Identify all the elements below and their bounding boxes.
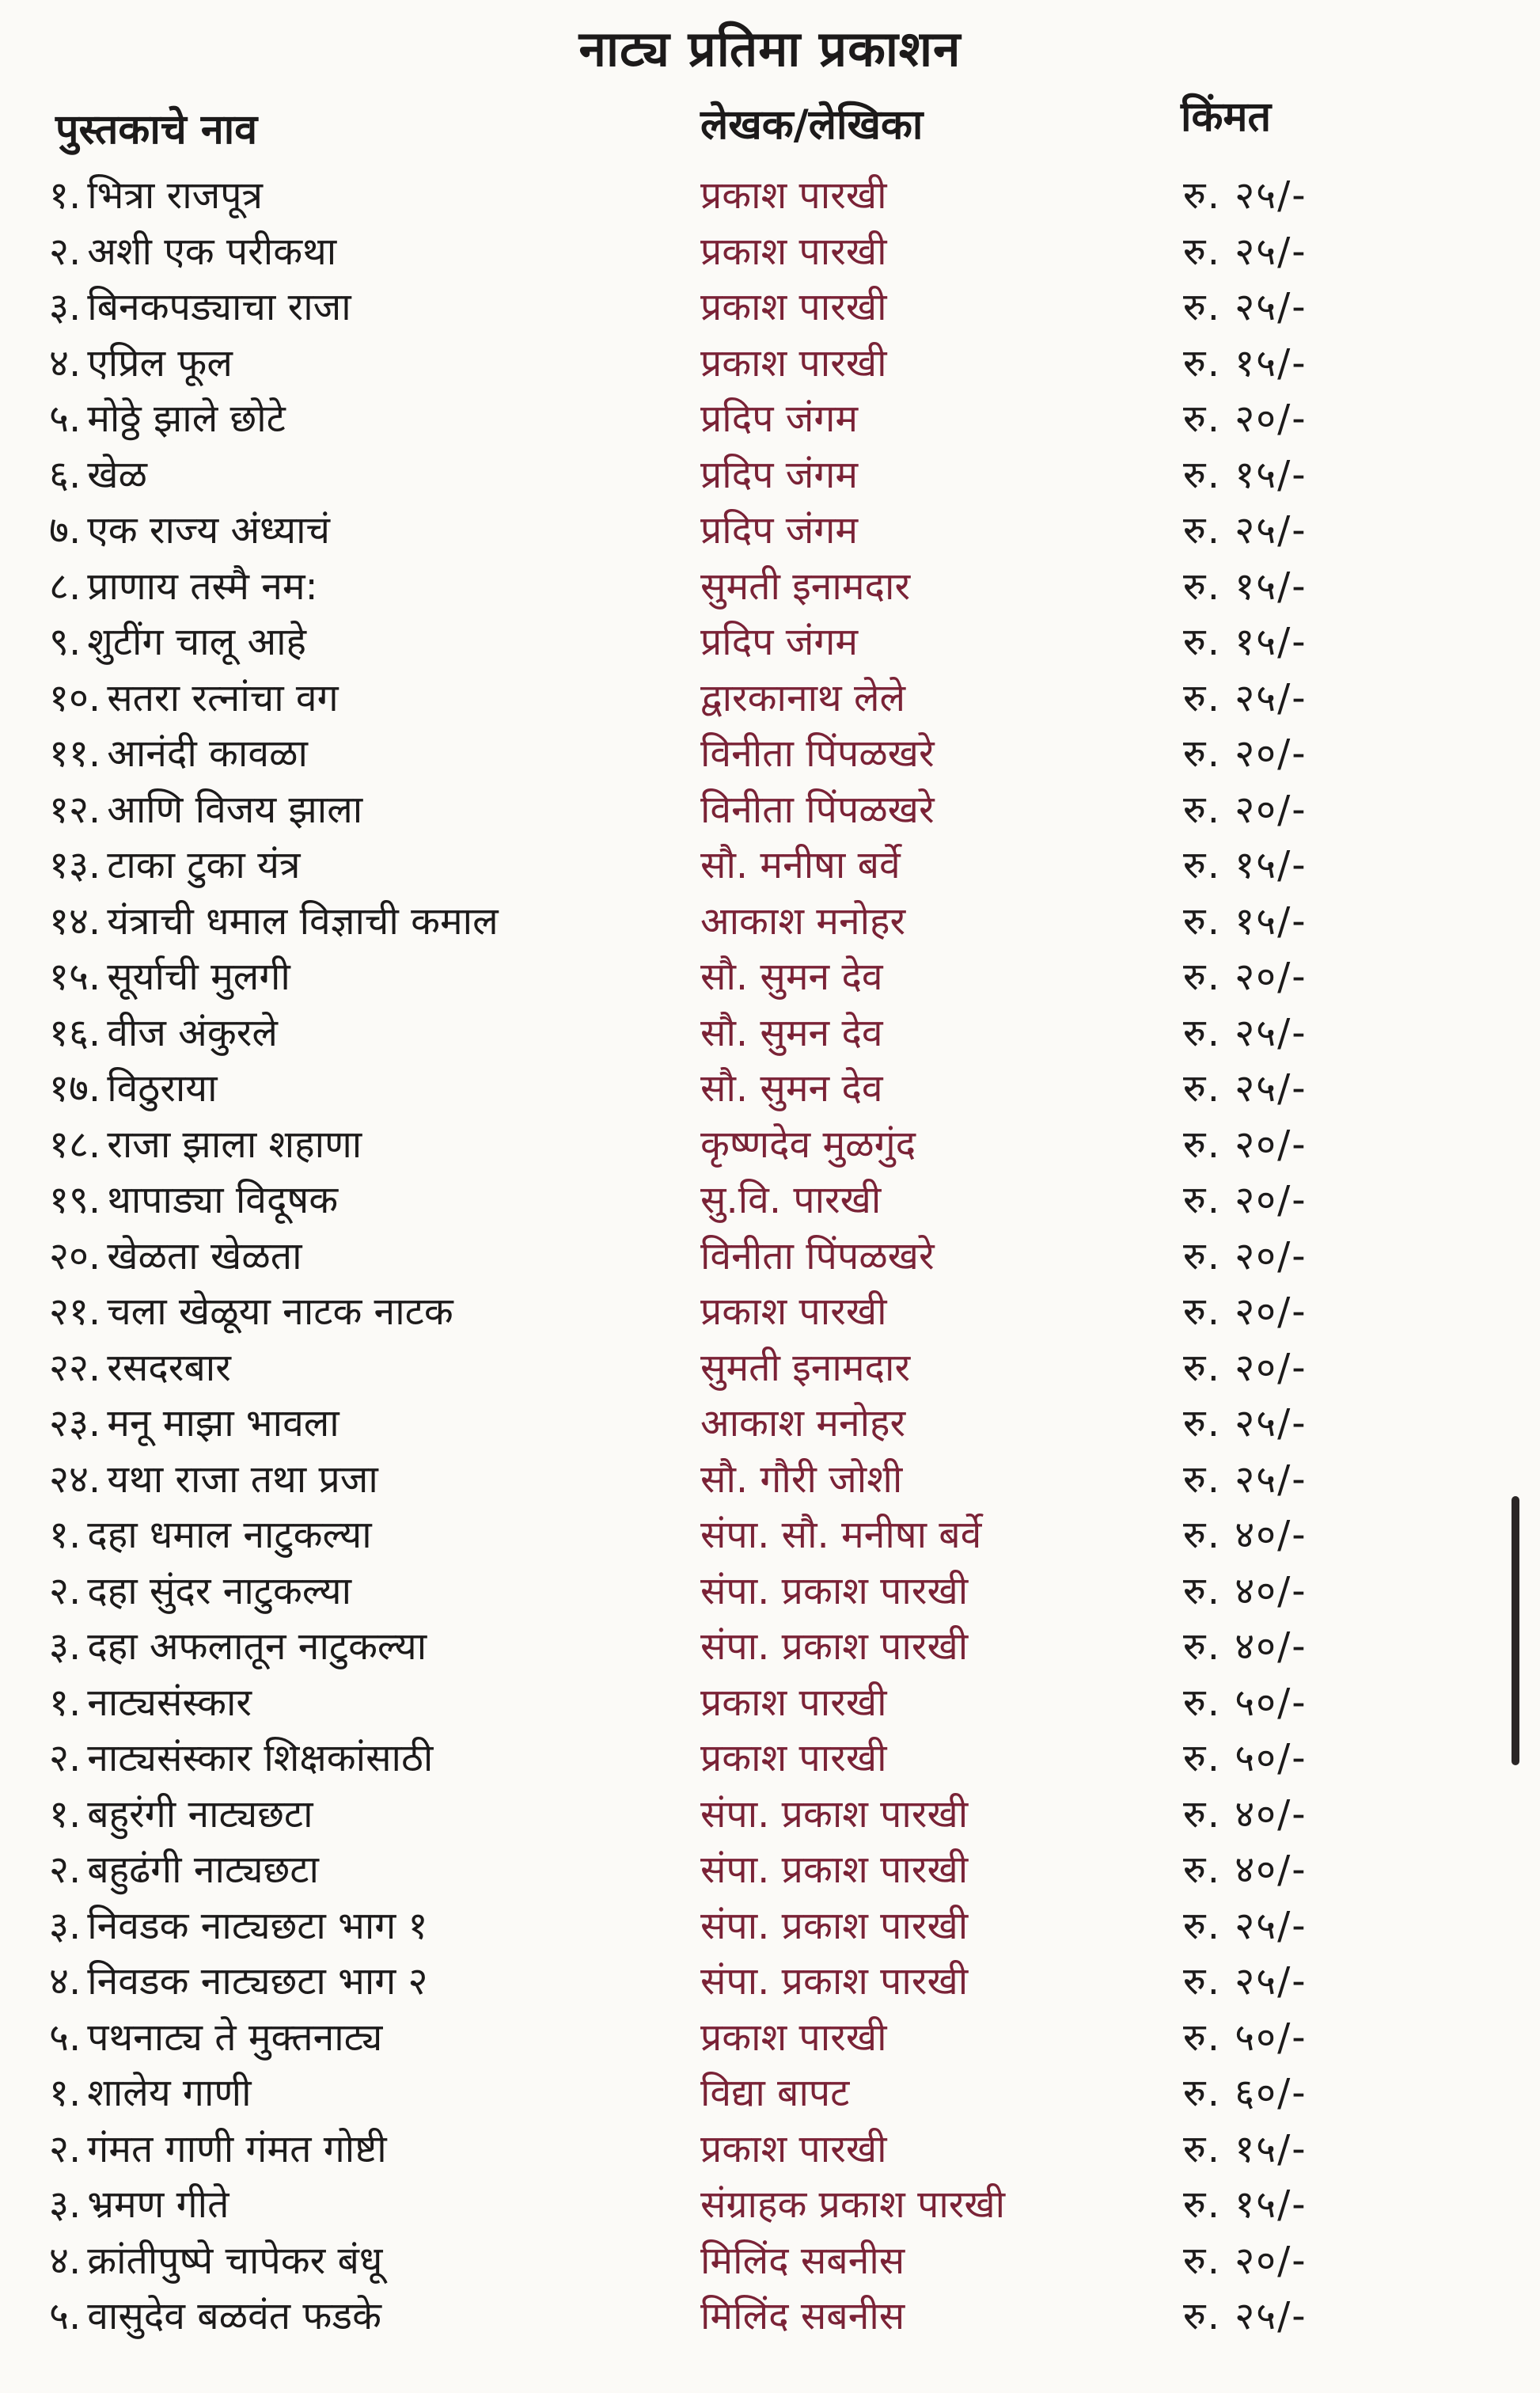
author-cell: प्रकाश पारखी — [700, 2015, 887, 2060]
table-row — [0, 2065, 1540, 2121]
book-title-cell — [49, 726, 682, 781]
price-cell: रु. ४०/- — [1183, 1848, 1307, 1892]
book-title: एक राज्य अंध्याचं — [87, 508, 330, 553]
price-cell: रु. २०/- — [1183, 1233, 1307, 1278]
book-title: चला खेळूया नाटक नाटक — [107, 1290, 453, 1334]
book-title-cell — [49, 1675, 682, 1730]
book-title: वासुदेव बळवंत फडके — [87, 2294, 381, 2338]
book-title-cell — [49, 838, 682, 893]
book-title-cell — [49, 1452, 682, 1507]
book-title: आनंदी कावळा — [107, 731, 308, 776]
row-number: २०. — [49, 1233, 101, 1278]
row-number: ३. — [49, 1903, 82, 1948]
book-title: भ्रमण गीते — [87, 2182, 229, 2227]
row-number: १५. — [49, 955, 101, 999]
book-title-cell — [49, 1507, 682, 1563]
book-title-cell — [49, 336, 682, 391]
table-row — [0, 949, 1540, 1005]
price-cell: रु. ५०/- — [1183, 1680, 1307, 1725]
book-title: रसदरबार — [107, 1345, 231, 1390]
price-cell: रु. २५/- — [1183, 675, 1307, 720]
table-row — [0, 1954, 1540, 2010]
book-title-cell — [49, 279, 682, 335]
row-number: २४. — [49, 1457, 101, 1502]
header-price: किंमत — [1181, 93, 1272, 141]
price-cell: रु. २०/- — [1183, 731, 1307, 776]
row-number: २१. — [49, 1290, 101, 1334]
book-title-cell — [49, 447, 682, 503]
row-number: २. — [49, 1848, 82, 1892]
author-cell: सुमती इनामदार — [700, 1345, 911, 1390]
table-row — [0, 2289, 1540, 2345]
row-number: २. — [49, 2126, 82, 2171]
row-number: १२. — [49, 787, 101, 832]
book-title: वीज अंकुरले — [107, 1010, 278, 1055]
book-title-cell — [49, 894, 682, 949]
author-cell: द्वारकानाथ लेले — [700, 675, 906, 720]
book-title: प्राणाय तस्मै नम: — [87, 564, 318, 609]
author-cell: प्रकाश पारखी — [700, 229, 887, 274]
table-row — [0, 838, 1540, 894]
row-number: १०. — [49, 675, 101, 720]
author-cell: संपा. प्रकाश पारखी — [700, 1848, 969, 1892]
edge-mark — [1512, 1496, 1519, 1765]
price-cell: रु. २०/- — [1183, 1345, 1307, 1390]
price-cell: रु. १५/- — [1183, 340, 1307, 386]
table-row — [0, 447, 1540, 503]
price-cell: रु. २५/- — [1183, 285, 1307, 329]
price-cell: रु. २५/- — [1183, 1401, 1307, 1445]
row-number: ६. — [49, 452, 82, 497]
author-cell: आकाश मनोहर — [700, 1401, 906, 1445]
book-title: पथनाट्य ते मुक्तनाट्य — [87, 2015, 383, 2060]
book-title-cell — [49, 1284, 682, 1339]
book-title-cell — [49, 2289, 682, 2344]
book-title: दहा अफलातून नाटुकल्या — [87, 1624, 427, 1669]
table-row — [0, 224, 1540, 280]
row-number: २. — [49, 1568, 82, 1613]
book-title: शुटींग चालू आहे — [87, 620, 307, 664]
table-row — [0, 1675, 1540, 1731]
book-title-cell — [49, 2121, 682, 2177]
row-number: १. — [49, 173, 82, 218]
page-title: नाट्य प्रतिमा प्रकाशन — [578, 20, 962, 78]
author-cell: संपा. प्रकाश पारखी — [700, 1959, 969, 2004]
author-cell: प्रकाश पारखी — [700, 2126, 887, 2171]
author-cell: प्रकाश पारखी — [700, 285, 887, 329]
price-cell: रु. ६०/- — [1183, 2071, 1307, 2115]
table-row — [0, 2121, 1540, 2178]
book-title: निवडक नाट्यछटा भाग १ — [87, 1903, 428, 1948]
table-row — [0, 1563, 1540, 1620]
price-cell: रु. २०/- — [1183, 955, 1307, 999]
book-title-cell — [49, 1117, 682, 1172]
author-cell: प्रकाश पारखी — [700, 173, 887, 218]
price-cell: रु. २०/- — [1183, 787, 1307, 832]
row-number: ९. — [49, 620, 82, 664]
book-title: क्रांतीपुष्पे चापेकर बंधू — [87, 2238, 383, 2283]
price-cell: रु. २०/- — [1183, 1122, 1307, 1167]
row-number: २. — [49, 1736, 82, 1780]
row-number: १९. — [49, 1178, 101, 1222]
author-cell: सौ. सुमन देव — [700, 1010, 883, 1055]
table-row — [0, 1340, 1540, 1396]
table-row — [0, 614, 1540, 670]
row-number: १८. — [49, 1122, 101, 1167]
author-cell: मिलिंद सबनीस — [700, 2294, 905, 2338]
table-row — [0, 2177, 1540, 2233]
row-number: १. — [49, 1680, 82, 1725]
author-cell: विनीता पिंपळखरे — [700, 787, 935, 832]
price-cell: रु. ४०/- — [1183, 1568, 1307, 1613]
book-title: मनू माझा भावला — [107, 1401, 339, 1445]
price-cell: रु. १५/- — [1183, 898, 1307, 944]
row-number: ११. — [49, 731, 101, 776]
row-number: ४. — [49, 2238, 82, 2283]
book-title-cell — [49, 782, 682, 838]
price-cell: रु. २५/- — [1183, 1066, 1307, 1111]
book-title: दहा सुंदर नाटुकल्या — [87, 1568, 352, 1613]
book-title: दहा धमाल नाटुकल्या — [87, 1513, 372, 1557]
author-cell: सौ. मनीषा बर्वे — [700, 843, 901, 887]
author-cell: संपा. प्रकाश पारखी — [700, 1624, 969, 1669]
book-title: यंत्राची धमाल विज्ञाची कमाल — [107, 898, 499, 944]
row-number: २३. — [49, 1401, 101, 1445]
table-row — [0, 2233, 1540, 2289]
author-cell: सौ. गौरी जोशी — [700, 1457, 903, 1502]
book-title: अशी एक परीकथा — [87, 229, 337, 274]
book-title-cell — [49, 168, 682, 223]
table-row — [0, 1730, 1540, 1787]
book-title-cell — [49, 1172, 682, 1228]
book-title-cell — [49, 1730, 682, 1786]
price-cell: रु. २५/- — [1183, 508, 1307, 553]
row-number: ४. — [49, 340, 82, 386]
author-cell: संग्राहक प्रकाश पारखी — [700, 2182, 1006, 2227]
price-cell: रु. १५/- — [1183, 2182, 1307, 2227]
book-title: सूर्याची मुलगी — [107, 955, 290, 999]
price-cell: रु. ५०/- — [1183, 2015, 1307, 2060]
book-title-cell — [49, 224, 682, 279]
author-cell: प्रदिप जंगम — [700, 397, 859, 441]
table-row — [0, 391, 1540, 447]
price-cell: रु. १५/- — [1183, 564, 1307, 609]
row-number: १४. — [49, 898, 101, 944]
book-title: नाट्यसंस्कार शिक्षकांसाठी — [87, 1736, 434, 1780]
price-cell: रु. २५/- — [1183, 1903, 1307, 1948]
row-number: २. — [49, 229, 82, 274]
table-row — [0, 1452, 1540, 1508]
row-number: ३. — [49, 285, 82, 329]
book-title-cell — [49, 2177, 682, 2232]
book-title: खेळता खेळता — [107, 1233, 302, 1278]
price-cell: रु. २०/- — [1183, 397, 1307, 441]
author-cell: प्रदिप जंगम — [700, 508, 859, 553]
row-number: १. — [49, 1791, 82, 1837]
book-title-cell — [49, 1898, 682, 1954]
table-row — [0, 1117, 1540, 1173]
book-title: आणि विजय झाला — [107, 787, 363, 832]
price-cell: रु. २०/- — [1183, 1290, 1307, 1334]
author-cell: संपा. प्रकाश पारखी — [700, 1568, 969, 1613]
table-row — [0, 1396, 1540, 1452]
book-title-cell — [49, 391, 682, 446]
price-cell: रु. ४०/- — [1183, 1624, 1307, 1669]
book-title-cell — [49, 2065, 682, 2121]
author-cell: प्रकाश पारखी — [700, 340, 887, 386]
row-number: १. — [49, 2071, 82, 2115]
price-cell: रु. २५/- — [1183, 1010, 1307, 1055]
author-cell: सौ. सुमन देव — [700, 1066, 883, 1111]
author-cell: प्रकाश पारखी — [700, 1290, 887, 1334]
book-list — [0, 168, 1540, 2345]
header-author: लेखक/लेखिका — [700, 101, 924, 149]
book-title-cell — [49, 1229, 682, 1284]
author-cell: प्रदिप जंगम — [700, 620, 859, 664]
row-number: १६. — [49, 1010, 101, 1055]
author-cell: विनीता पिंपळखरे — [700, 1233, 935, 1278]
table-row — [0, 2010, 1540, 2066]
author-cell: संपा. प्रकाश पारखी — [700, 1791, 969, 1837]
author-cell: आकाश मनोहर — [700, 898, 906, 944]
book-title-cell — [49, 949, 682, 1005]
book-title: भित्रा राजपूत्र — [87, 173, 264, 218]
price-cell: रु. १५/- — [1183, 2126, 1307, 2171]
table-row — [0, 670, 1540, 727]
price-cell: रु. २५/- — [1183, 229, 1307, 274]
row-number: ८. — [49, 564, 82, 609]
table-row — [0, 1172, 1540, 1229]
book-title-cell — [49, 1396, 682, 1451]
book-title-cell — [49, 1842, 682, 1897]
table-row — [0, 336, 1540, 392]
book-title: बिनकपड्याचा राजा — [87, 285, 351, 329]
table-row — [0, 1507, 1540, 1563]
table-row — [0, 1619, 1540, 1675]
table-row — [0, 1842, 1540, 1898]
author-cell: मिलिंद सबनीस — [700, 2238, 905, 2283]
author-cell: प्रकाश पारखी — [700, 1736, 887, 1780]
price-cell: रु. १५/- — [1183, 452, 1307, 497]
book-title: शालेय गाणी — [87, 2071, 252, 2115]
book-title: थापाड्या विदूषक — [107, 1178, 339, 1222]
table-row — [0, 782, 1540, 838]
book-title-cell — [49, 1787, 682, 1842]
row-number: १. — [49, 1513, 82, 1557]
row-number: ५. — [49, 2294, 82, 2338]
price-cell: रु. २०/- — [1183, 2238, 1307, 2283]
book-title: गंमत गाणी गंमत गोष्टी — [87, 2126, 387, 2171]
book-title-cell — [49, 614, 682, 670]
book-title-cell — [49, 1061, 682, 1116]
price-cell: रु. १५/- — [1183, 843, 1307, 887]
author-cell: सुमती इनामदार — [700, 564, 911, 609]
book-title: निवडक नाट्यछटा भाग २ — [87, 1959, 428, 2004]
table-header — [0, 87, 1540, 158]
author-cell: विनीता पिंपळखरे — [700, 731, 935, 776]
row-number: १३. — [49, 843, 101, 887]
book-title: सतरा रत्नांचा वग — [107, 675, 339, 720]
row-number: ४. — [49, 1959, 82, 2004]
book-title: खेळ — [87, 452, 147, 497]
author-cell: प्रकाश पारखी — [700, 1680, 887, 1725]
price-cell: रु. ४०/- — [1183, 1513, 1307, 1557]
book-title-cell — [49, 670, 682, 726]
table-row — [0, 503, 1540, 559]
table-row — [0, 1284, 1540, 1340]
row-number: ७. — [49, 508, 82, 553]
book-title-cell — [49, 2233, 682, 2289]
book-title: यथा राजा तथा प्रजा — [107, 1457, 378, 1502]
book-title: राजा झाला शहाणा — [107, 1122, 362, 1167]
table-row — [0, 894, 1540, 950]
price-cell: रु. ४०/- — [1183, 1791, 1307, 1837]
author-cell: प्रदिप जंगम — [700, 452, 859, 497]
row-number: १७. — [49, 1066, 101, 1111]
table-row — [0, 1229, 1540, 1285]
author-cell: विद्या बापट — [700, 2071, 850, 2115]
row-number: ३. — [49, 2182, 82, 2227]
table-row — [0, 559, 1540, 615]
row-number: ३. — [49, 1624, 82, 1669]
row-number: २२. — [49, 1345, 101, 1390]
author-cell: सु.वि. पारखी — [700, 1178, 882, 1222]
book-title: मोठ्ठे झाले छोटे — [87, 397, 286, 441]
table-row — [0, 1898, 1540, 1954]
book-title-cell — [49, 503, 682, 558]
author-cell: सौ. सुमन देव — [700, 955, 883, 999]
table-row — [0, 1787, 1540, 1843]
book-title-cell — [49, 1619, 682, 1674]
author-cell: संपा. सौ. मनीषा बर्वे — [700, 1513, 982, 1557]
header-book-name: पुस्तकाचे नाव — [55, 106, 258, 154]
table-row — [0, 1061, 1540, 1117]
book-title: बहुढंगी नाट्यछटा — [87, 1848, 319, 1892]
book-title: टाका टुका यंत्र — [107, 843, 301, 887]
price-cell: रु. २५/- — [1183, 2294, 1307, 2338]
book-title-cell — [49, 1340, 682, 1396]
book-title-cell — [49, 2010, 682, 2065]
table-row — [0, 726, 1540, 782]
row-number: ५. — [49, 2015, 82, 2060]
price-cell: रु. ५०/- — [1183, 1736, 1307, 1780]
author-cell: कृष्णदेव मुळगुंद — [700, 1122, 916, 1167]
price-cell: रु. २५/- — [1183, 1457, 1307, 1502]
author-cell: संपा. प्रकाश पारखी — [700, 1903, 969, 1948]
book-title: बहुरंगी नाट्यछटा — [87, 1791, 313, 1837]
book-title-cell — [49, 1563, 682, 1619]
table-row — [0, 1005, 1540, 1062]
price-cell: रु. २५/- — [1183, 173, 1307, 218]
price-cell: रु. १५/- — [1183, 620, 1307, 664]
price-cell: रु. २५/- — [1183, 1959, 1307, 2004]
book-title-cell — [49, 559, 682, 614]
table-row — [0, 168, 1540, 224]
price-cell: रु. २०/- — [1183, 1178, 1307, 1222]
book-title: नाट्यसंस्कार — [87, 1680, 252, 1725]
book-title-cell — [49, 1005, 682, 1061]
row-number: ५. — [49, 397, 82, 441]
book-title: विठुराया — [107, 1066, 218, 1111]
table-row — [0, 279, 1540, 336]
book-title-cell — [49, 1954, 682, 2009]
book-title: एप्रिल फूल — [87, 340, 233, 386]
